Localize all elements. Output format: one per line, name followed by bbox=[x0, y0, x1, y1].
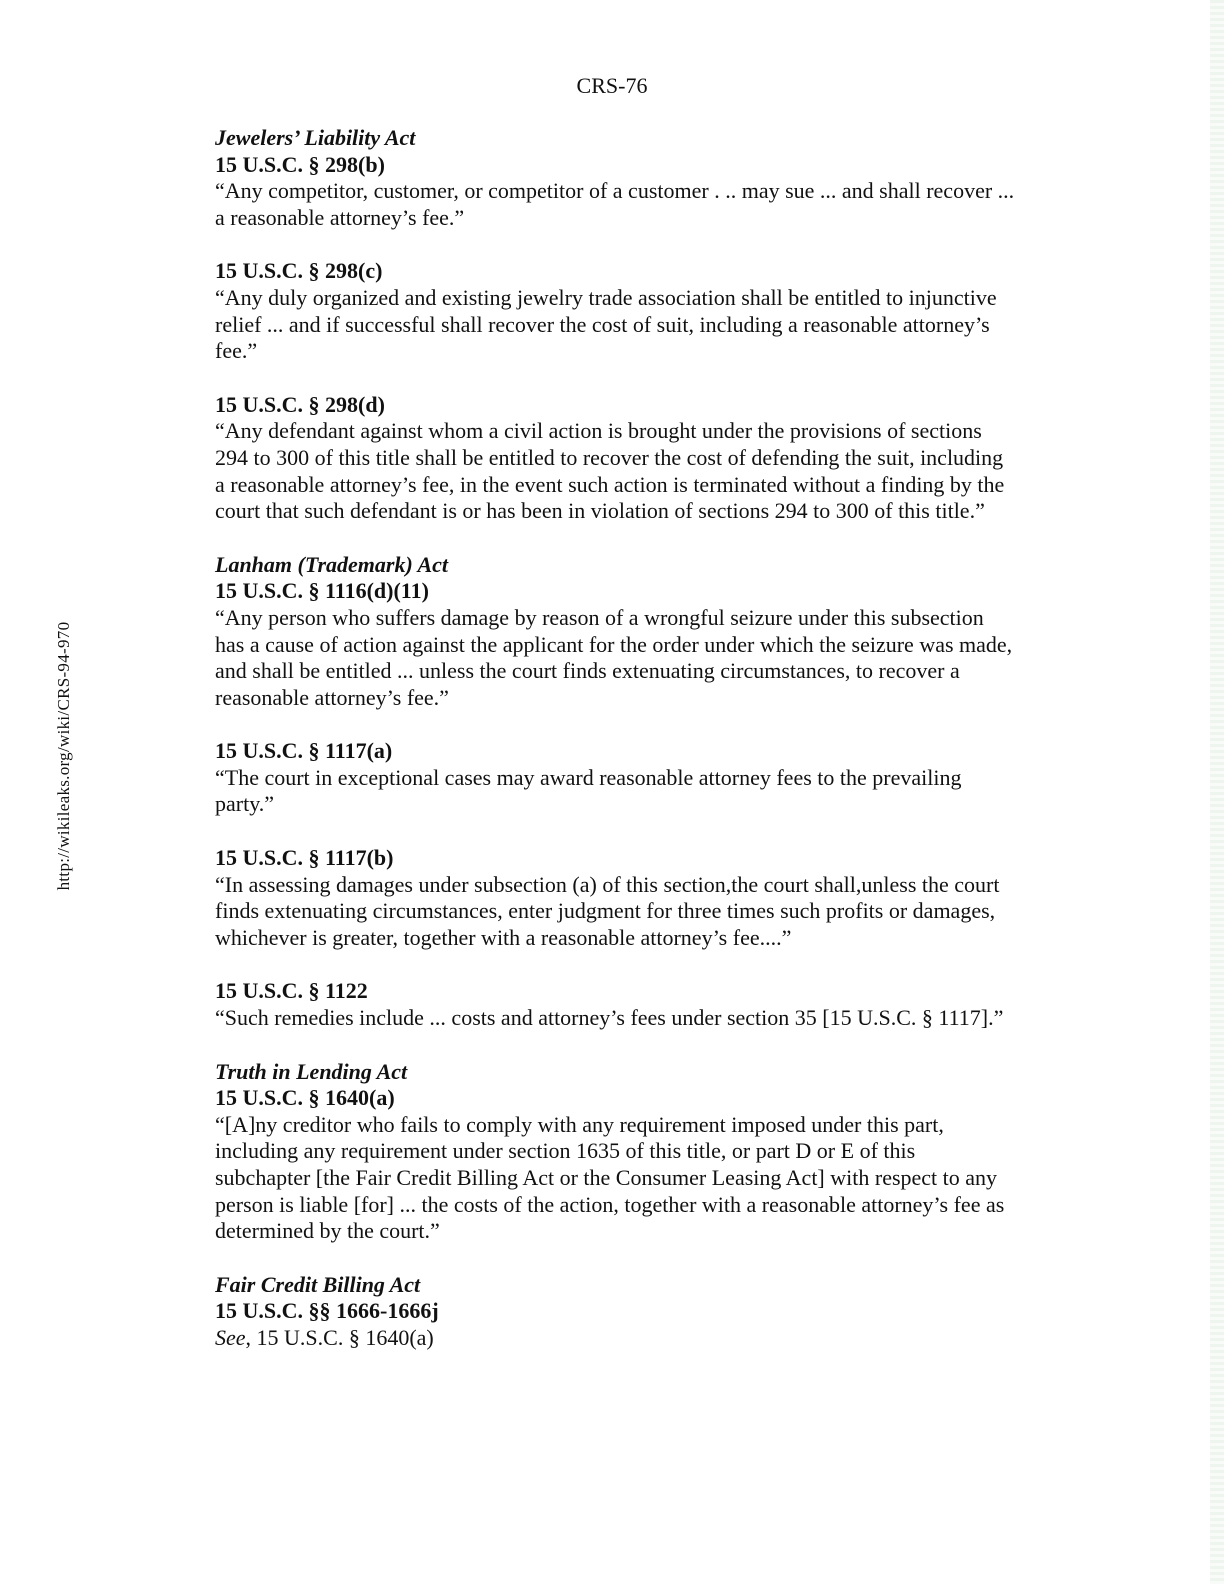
statute-entry bbox=[215, 392, 1015, 525]
statute-citation: 15 U.S.C. §§ 1666-1666j bbox=[215, 1298, 439, 1324]
see-reference-text: , 15 U.S.C. § 1640(a) bbox=[245, 1324, 434, 1350]
act-title: Truth in Lending Act bbox=[215, 1058, 408, 1084]
statute-quote: “Any duly organized and existing jewelry trade association shall be entitled to injunctive relief ... and if successful shall recover the cost of suit, including a reasonable attorney’s fee.” bbox=[215, 284, 997, 364]
act-title: Jewelers’ Liability Act bbox=[215, 125, 416, 150]
side-url: http://wikileaks.org/wiki/CRS-94-970 bbox=[54, 621, 73, 891]
statute-entry bbox=[215, 1085, 1015, 1245]
statute-citation: 15 U.S.C. § 1116(d)(11) bbox=[215, 578, 429, 604]
statute-entry bbox=[215, 738, 1015, 818]
statute-citation: 15 U.S.C. § 1640(a) bbox=[215, 1085, 395, 1111]
statute-quote: “Such remedies include ... costs and attorney’s fees under section 35 [15 U.S.C. § 1117].” bbox=[215, 1005, 1004, 1031]
act-title: Lanham (Trademark) Act bbox=[215, 551, 449, 577]
statute-citation: 15 U.S.C. § 1117(a) bbox=[215, 738, 393, 764]
document-body bbox=[215, 125, 1015, 1379]
statute-entry bbox=[215, 152, 1015, 232]
statute-citation: 15 U.S.C. § 298(c) bbox=[215, 258, 383, 284]
statute-quote: “Any defendant against whom a civil action is brought under the provisions of sections 294 to 300 of this title shall be entitled to recover the cost of defending the suit, including a reasonable attorney’s fee, in the event such action is terminated without a finding by the court that such defendant is or has been in violation of sections 294 to 300 of this title.” bbox=[215, 418, 1005, 524]
act-title: Fair Credit Billing Act bbox=[215, 1271, 421, 1297]
statute-citation: 15 U.S.C. § 298(d) bbox=[215, 391, 385, 417]
statute-quote: “[A]ny creditor who fails to comply with any requirement imposed under this part, including any requirement under section 1635 of this title, or part D or E of this subchapter [the Fair Credit Billing Act or the Consumer Leasing Act] with respect to any person is liable [for] ... the costs of the action, together with a reasonable attorney’s fee as determined by the court.” bbox=[215, 1111, 1005, 1244]
statute-entry bbox=[215, 258, 1015, 364]
statute-quote: “Any person who suffers damage by reason of a wrongful seizure under this subsection has a cause of action against the applicant for the order under which the seizure was made, and shall be entitled ... unless the court finds extenuating circumstances, to recover a reasonable attorney’s fee.” bbox=[215, 604, 1013, 710]
statute-quote: “In assessing damages under subsection (a) of this section,the court shall,unless the court finds extenuating circumstances, enter judgment for three times such profits or damages, whichever is greater, together with a reasonable attorney’s fee....” bbox=[215, 871, 1000, 950]
see-reference bbox=[215, 1325, 1015, 1352]
statute-citation: 15 U.S.C. § 1122 bbox=[215, 978, 368, 1004]
page-number: CRS-76 bbox=[576, 73, 648, 98]
scan-edge bbox=[1210, 0, 1224, 1584]
statute-entry bbox=[215, 578, 1015, 711]
statute-quote: “Any competitor, customer, or competitor of a customer . .. may sue ... and shall recover ... a reasonable attorney’s fee.” bbox=[215, 178, 1015, 230]
statute-entry bbox=[215, 978, 1015, 1031]
statute-quote: “The court in exceptional cases may award reasonable attorney fees to the prevailing party.” bbox=[215, 764, 962, 817]
statute-citation: 15 U.S.C. § 298(b) bbox=[215, 151, 385, 177]
statute-entry bbox=[215, 1298, 1015, 1351]
statute-entry bbox=[215, 845, 1015, 951]
statute-citation: 15 U.S.C. § 1117(b) bbox=[215, 845, 394, 871]
see-label: See bbox=[215, 1324, 246, 1350]
